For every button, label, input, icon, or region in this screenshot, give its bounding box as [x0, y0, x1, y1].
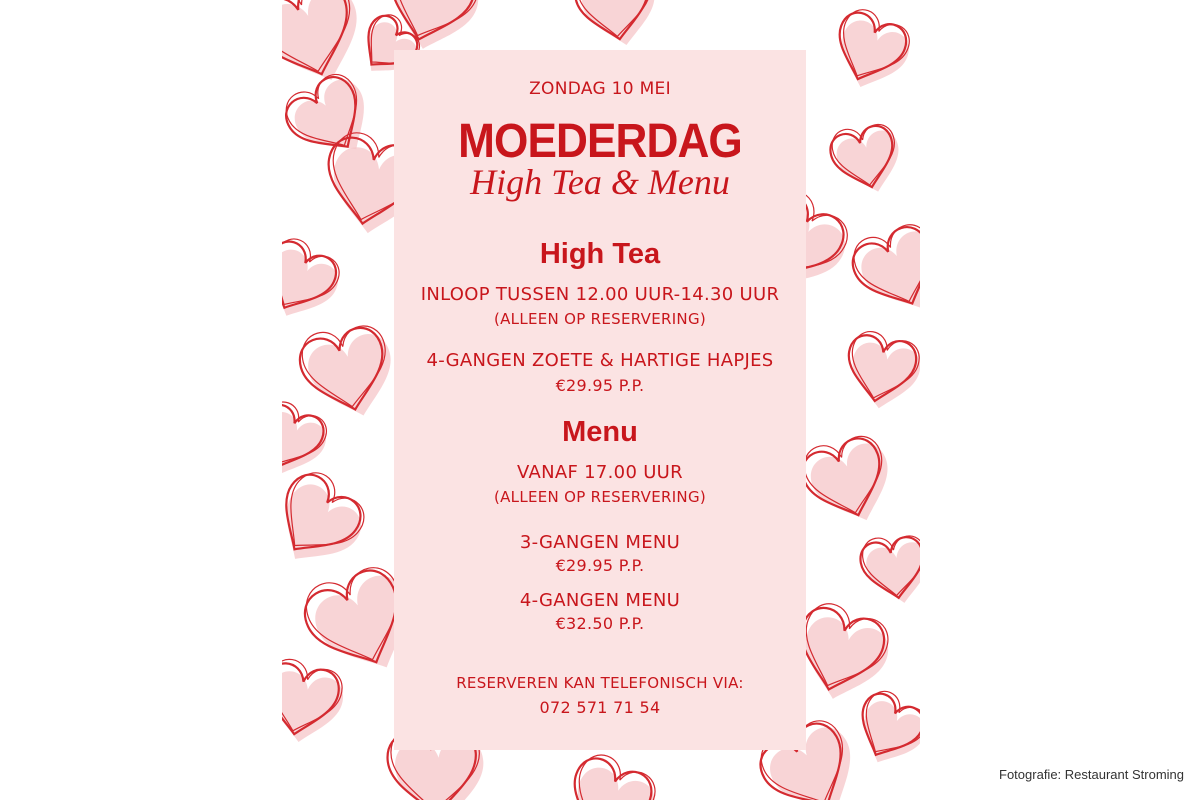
- high-tea-note: (ALLEEN OP RESERVERING): [493, 310, 707, 328]
- heart-icon: [282, 0, 376, 99]
- poster: [282, 0, 920, 800]
- heart-icon: [555, 746, 666, 800]
- menu-note: (ALLEEN OP RESERVERING): [493, 488, 707, 506]
- high-tea-time: INLOOP TUSSEN 12.00 UUR-14.30 UUR: [420, 284, 780, 305]
- high-tea-price: €29.95 P.P.: [555, 376, 645, 395]
- heart-icon: [282, 395, 335, 484]
- heart-icon: [569, 0, 662, 53]
- reservation-phone: 072 571 71 54: [539, 698, 661, 717]
- heart-icon: [793, 424, 904, 536]
- heart-icon: [841, 212, 920, 328]
- menu-card: [394, 50, 806, 750]
- menu-option-course: 3-GANGEN MENU: [519, 532, 681, 553]
- heart-icon: [282, 460, 377, 581]
- photo-credit: Fotografie: Restaurant Stroming: [999, 767, 1184, 782]
- heart-icon: [844, 683, 920, 776]
- menu-option-price: €32.50 P.P.: [555, 614, 645, 633]
- heart-icon: [291, 314, 404, 428]
- menu-time: VANAF 17.00 UUR: [517, 462, 683, 483]
- event-date: ZONDAG 10 MEI: [529, 79, 671, 99]
- menu-option-price: €29.95 P.P.: [555, 556, 645, 575]
- heart-icon: [824, 116, 908, 202]
- heart-icon: [822, 2, 918, 99]
- heart-icon: [855, 528, 920, 609]
- reservation-label: RESERVEREN KAN TELEFONISCH VIA:: [456, 674, 744, 692]
- high-tea-heading: High Tea: [539, 238, 661, 270]
- poster-title: MOEDERDAG: [458, 115, 742, 168]
- heart-icon: [282, 230, 349, 330]
- heart-icon: [282, 654, 349, 749]
- poster-subtitle: High Tea & Menu: [470, 162, 730, 202]
- high-tea-course: 4-GANGEN ZOETE & HARTIGE HAPJES: [426, 350, 774, 371]
- menu-option-course: 4-GANGEN MENU: [519, 590, 681, 611]
- heart-icon: [839, 326, 920, 414]
- menu-heading: Menu: [562, 416, 638, 448]
